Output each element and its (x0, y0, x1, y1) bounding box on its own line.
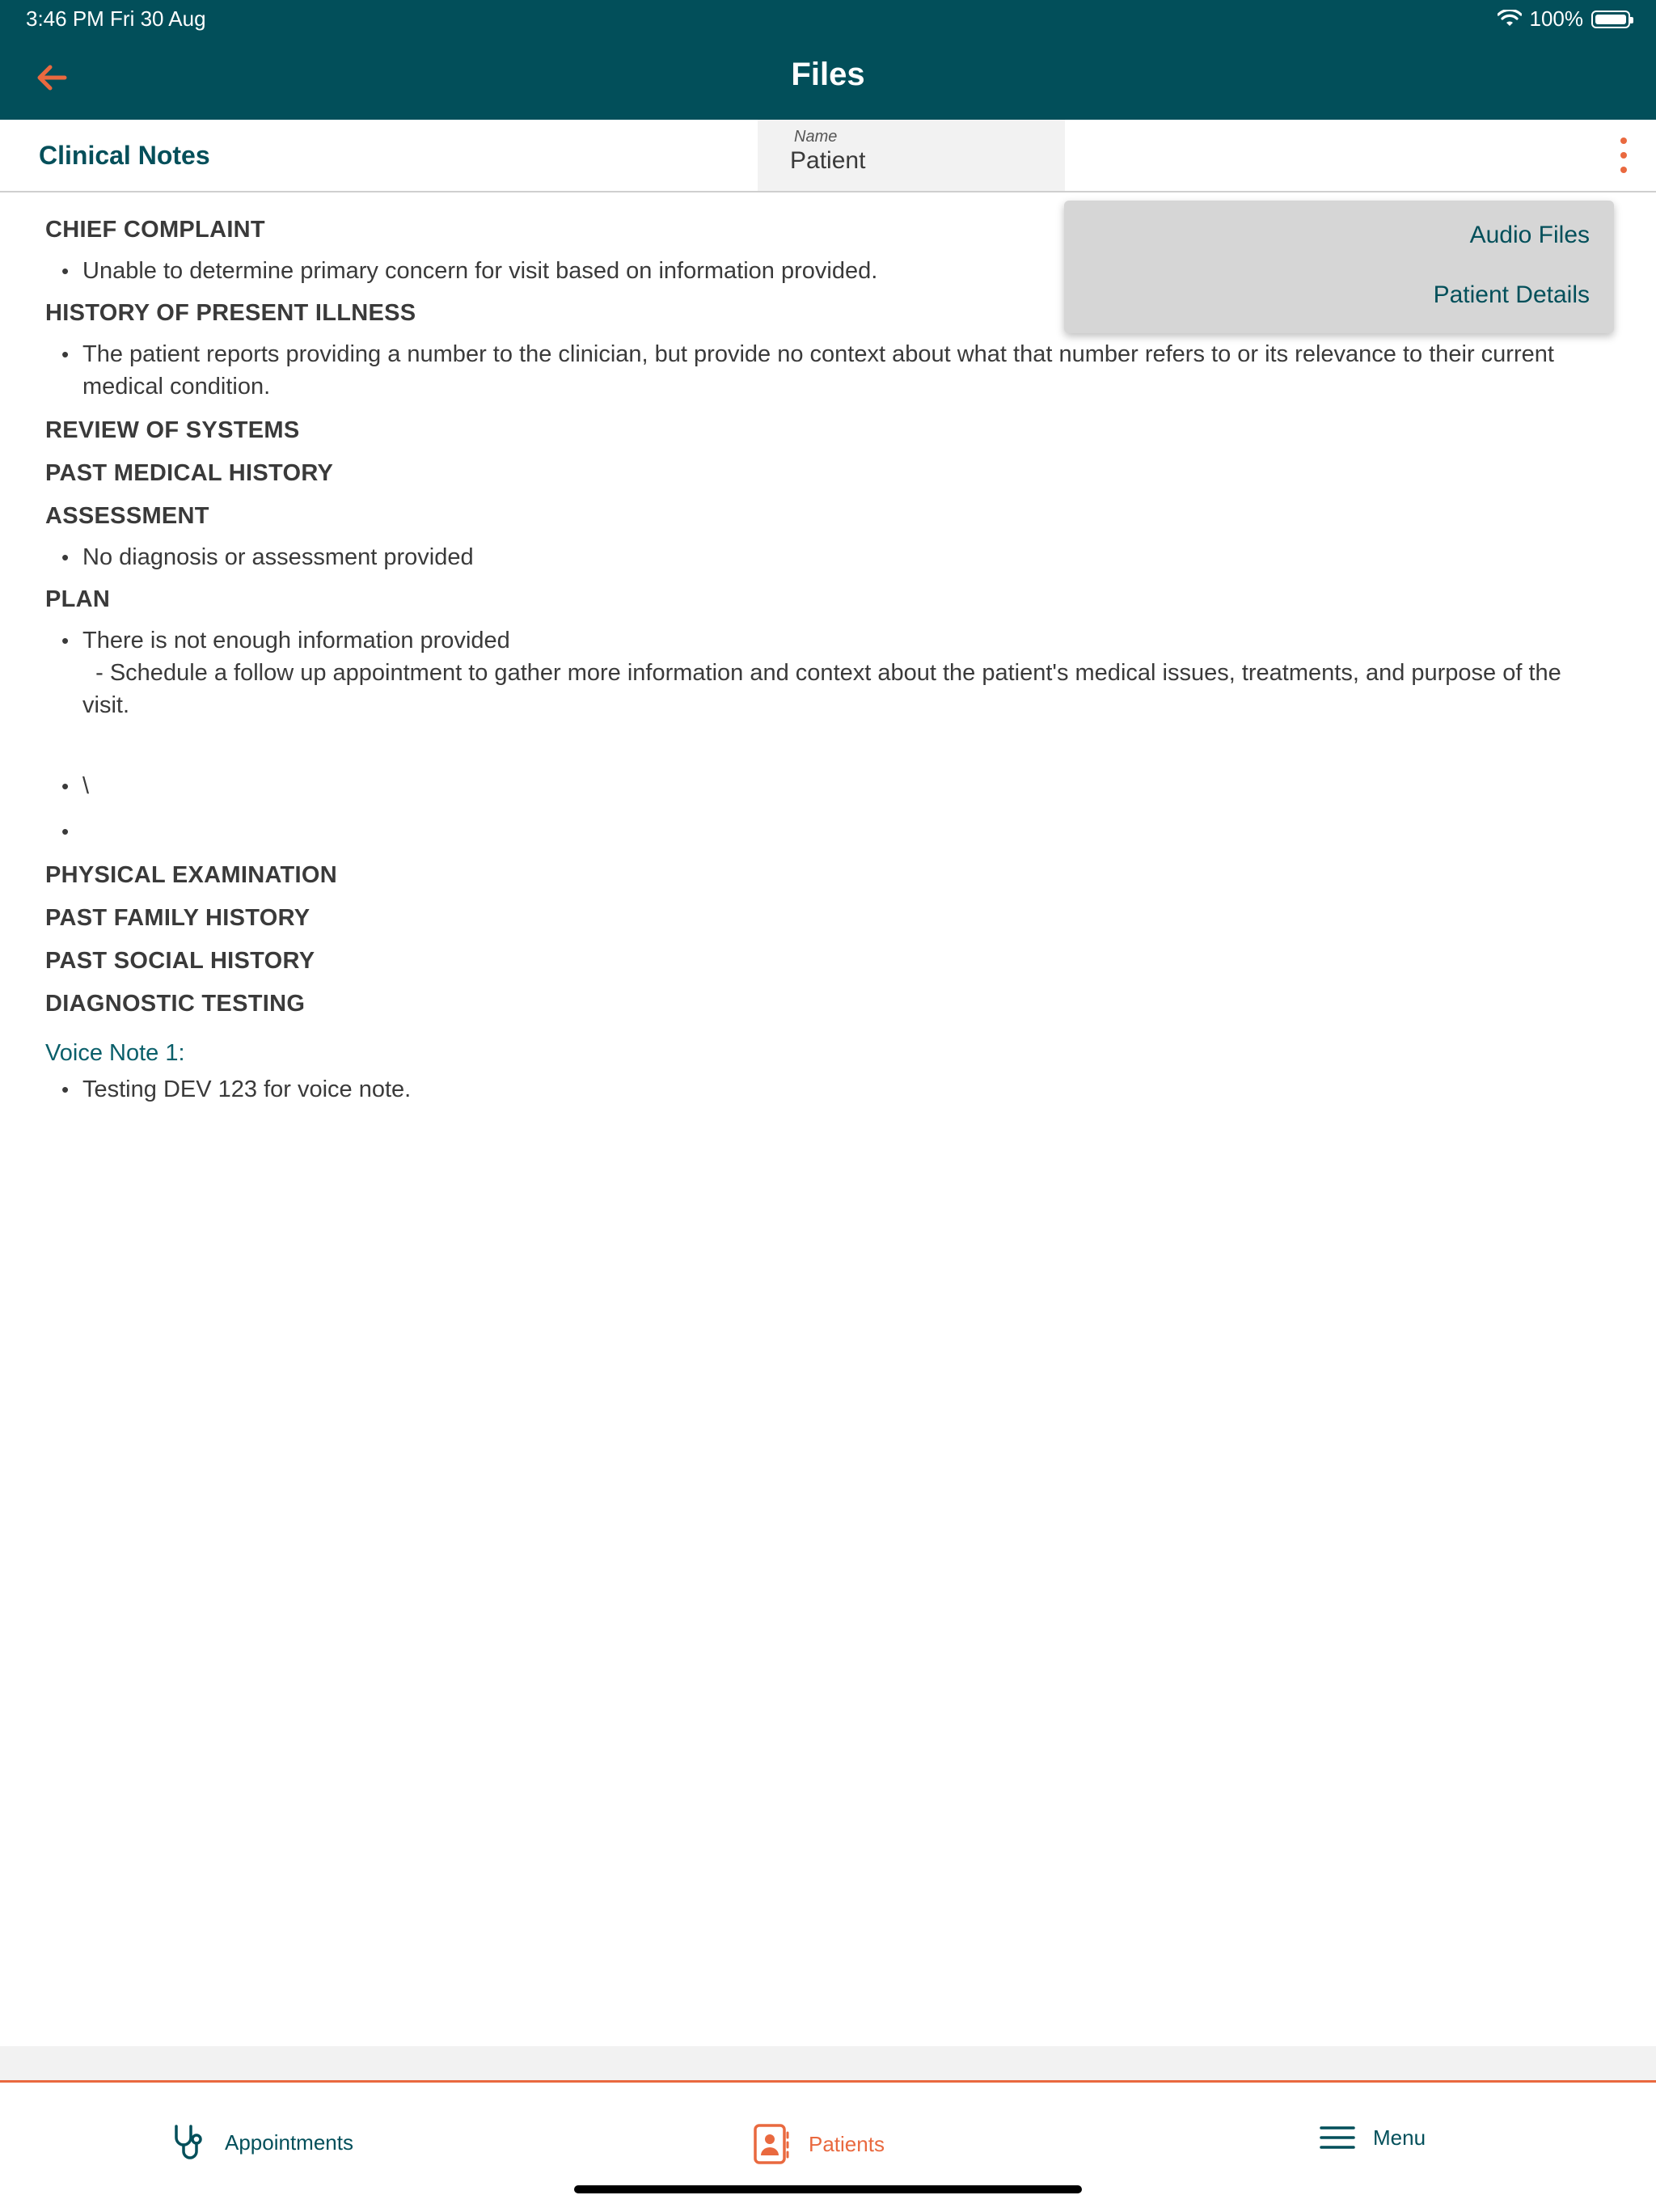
heading-chief-complaint: CHIEF COMPLAINT (45, 217, 265, 243)
stethoscope-icon (171, 2123, 207, 2162)
tab-menu-label: Menu (1373, 2125, 1426, 2150)
voice-note-title: Voice Note 1: (45, 1040, 185, 1066)
tab-patients-label: Patients (809, 2131, 885, 2156)
list-item: • Unable to determine primary concern for visit based on information provided. (45, 255, 1598, 287)
patient-contact-icon (752, 2123, 791, 2165)
battery-percentage: 100% (1529, 6, 1583, 31)
heading-past-social-history: PAST SOCIAL HISTORY (45, 948, 315, 974)
heading-diagnostic-testing: DIAGNOSTIC TESTING (45, 991, 306, 1017)
heading-past-family-history: PAST FAMILY HISTORY (45, 905, 310, 931)
heading-review-of-systems: REVIEW OF SYSTEMS (45, 417, 300, 443)
heading-assessment: ASSESSMENT (45, 503, 209, 529)
tab-menu[interactable] (1320, 2123, 1426, 2152)
tab-appointments-label: Appointments (225, 2130, 353, 2155)
heading-past-medical-history: PAST MEDICAL HISTORY (45, 460, 334, 486)
page-title: Files (791, 57, 865, 92)
top-app-bar (0, 0, 1656, 120)
patient-name-field[interactable] (758, 120, 1065, 191)
list-item: • Testing DEV 123 for voice note. (45, 1073, 1598, 1106)
home-indicator[interactable] (574, 2185, 1082, 2193)
tabbar-separator (0, 2046, 1656, 2080)
list-item: • \ (45, 770, 1598, 802)
plan-main-text: There is not enough information provided (82, 628, 510, 653)
list-item (45, 624, 1598, 721)
more-options-icon[interactable] (1616, 137, 1632, 173)
list-item (45, 815, 1598, 848)
battery-icon (1591, 11, 1630, 28)
clinical-notes-content (45, 212, 1598, 1106)
hamburger-menu-icon (1320, 2123, 1355, 2152)
status-indicators (1498, 6, 1631, 32)
name-label: Name (794, 128, 838, 146)
menu-item-audio-files[interactable]: Audio Files (1469, 222, 1590, 248)
tab-patients[interactable] (752, 2123, 885, 2165)
section-title: Clinical Notes (39, 141, 210, 170)
heading-plan: PLAN (45, 586, 111, 612)
list-item: • No diagnosis or assessment provided (45, 541, 1598, 573)
subheader (0, 120, 1656, 192)
heading-hpi: HISTORY OF PRESENT ILLNESS (45, 300, 416, 326)
status-time: 3:46 PM Fri 30 Aug (26, 6, 206, 31)
plan-sub-text: - Schedule a follow up appointment to gather more information and context about the patient's medical issues, treatments, and purpose of the visit. (82, 660, 1568, 718)
heading-physical-examination: PHYSICAL EXAMINATION (45, 862, 338, 888)
name-value: Patient (790, 147, 866, 174)
list-item: • The patient reports providing a number to the clinician, but provide no context about what that number refers to or its relevance to their current medical condition. (45, 338, 1619, 403)
menu-item-patient-details[interactable]: Patient Details (1433, 281, 1590, 308)
wifi-icon (1498, 10, 1522, 29)
tab-appointments[interactable] (171, 2123, 353, 2162)
